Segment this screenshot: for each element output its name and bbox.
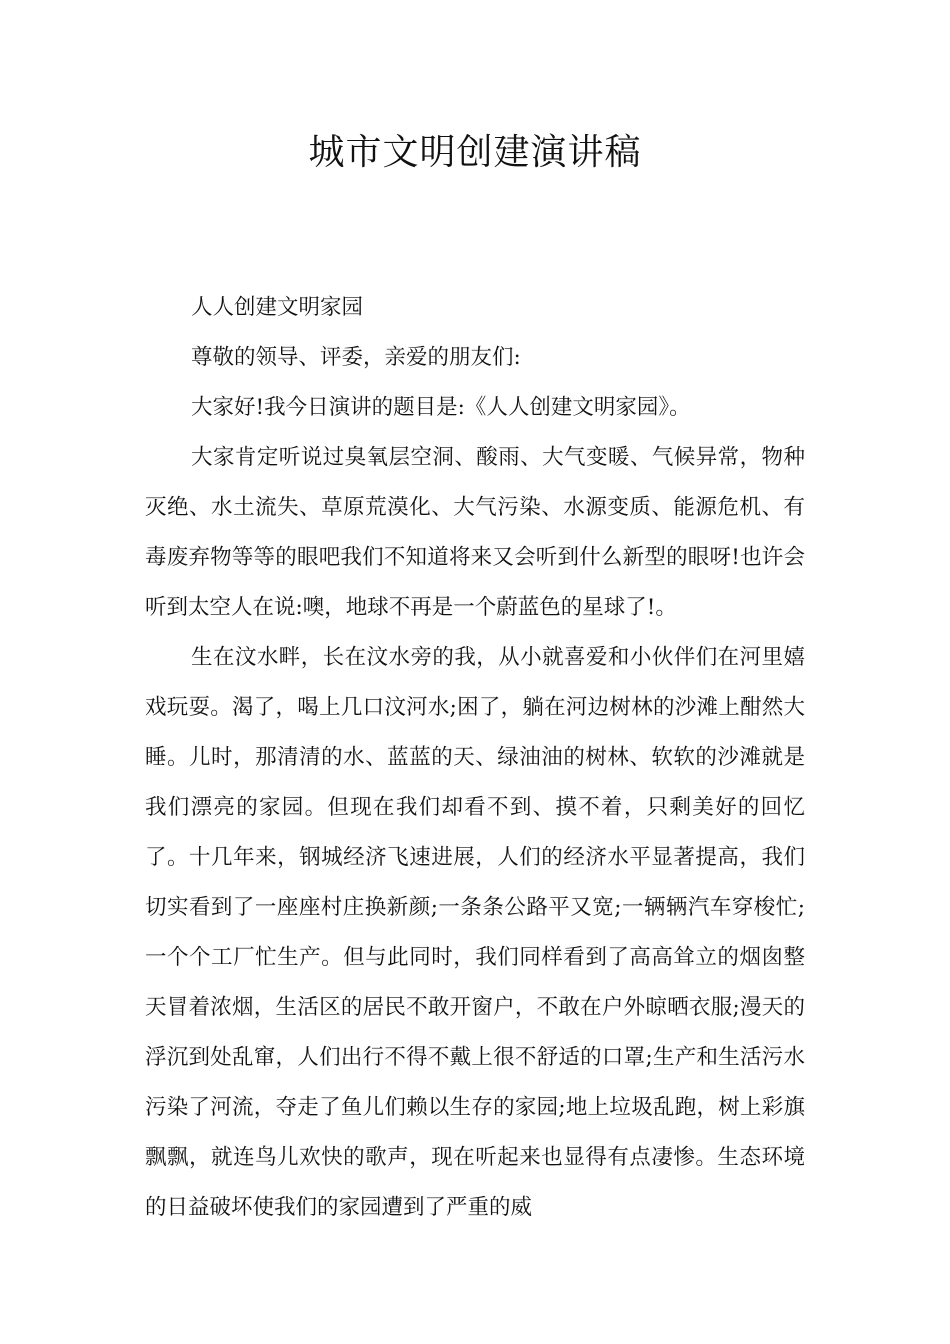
body-paragraph: 生在汶水畔，长在汶水旁的我，从小就喜爱和小伙伴们在河里嬉戏玩耍。渴了，喝上几口汶河水;困了，躺在河边树林的沙滩上酣然大睡。儿时，那清清的水、蓝蓝的天、绿油油的树林、软软的沙滩就是我们漂亮的家园。但现在我们却看不到、摸不着，只剩美好的回忆了。十几年来，钢城经济飞速进展，人们的经济水平显著提高，我们切实看到了一座座村庄换新颜;一条条公路平又宽;一辆辆汽车穿梭忙;一个个工厂忙生产。但与此同时，我们同样看到了高高耸立的烟囱整天冒着浓烟，生活区的居民不敢开窗户，不敢在户外晾晒衣服;漫天的浮沉到处乱窜，人们出行不得不戴上很不舒适的口罩;生产和生活污水污染了河流，夺走了鱼儿们赖以生存的家园;地上垃圾乱跑，树上彩旗飘飘，就连鸟儿欢快的歌声，现在听起来也显得有点凄惨。生态环境的日益破坏使我们的家园遭到了严重的威 (145, 645, 805, 1220)
document-title: 城市文明创建演讲稿 (308, 132, 642, 173)
body-paragraph: 大家肯定听说过臭氧层空洞、酸雨、大气变暖、气候异常，物种灭绝、水土流失、草原荒漠化、大气污染、水源变质、能源危机、有毒废弃物等等的眼吧我们不知道将来又会听到什么新型的眼呀!也许会听到太空人在说:噢，地球不再是一个蔚蓝色的星球了!。 (145, 445, 805, 620)
document-body (145, 283, 805, 1233)
salutation-paragraph: 尊敬的领导、评委，亲爱的朋友们: (191, 345, 521, 370)
opening-paragraph: 大家好!我今日演讲的题目是:《人人创建文明家园》。 (191, 395, 691, 420)
subtitle-paragraph: 人人创建文明家园 (191, 295, 364, 320)
